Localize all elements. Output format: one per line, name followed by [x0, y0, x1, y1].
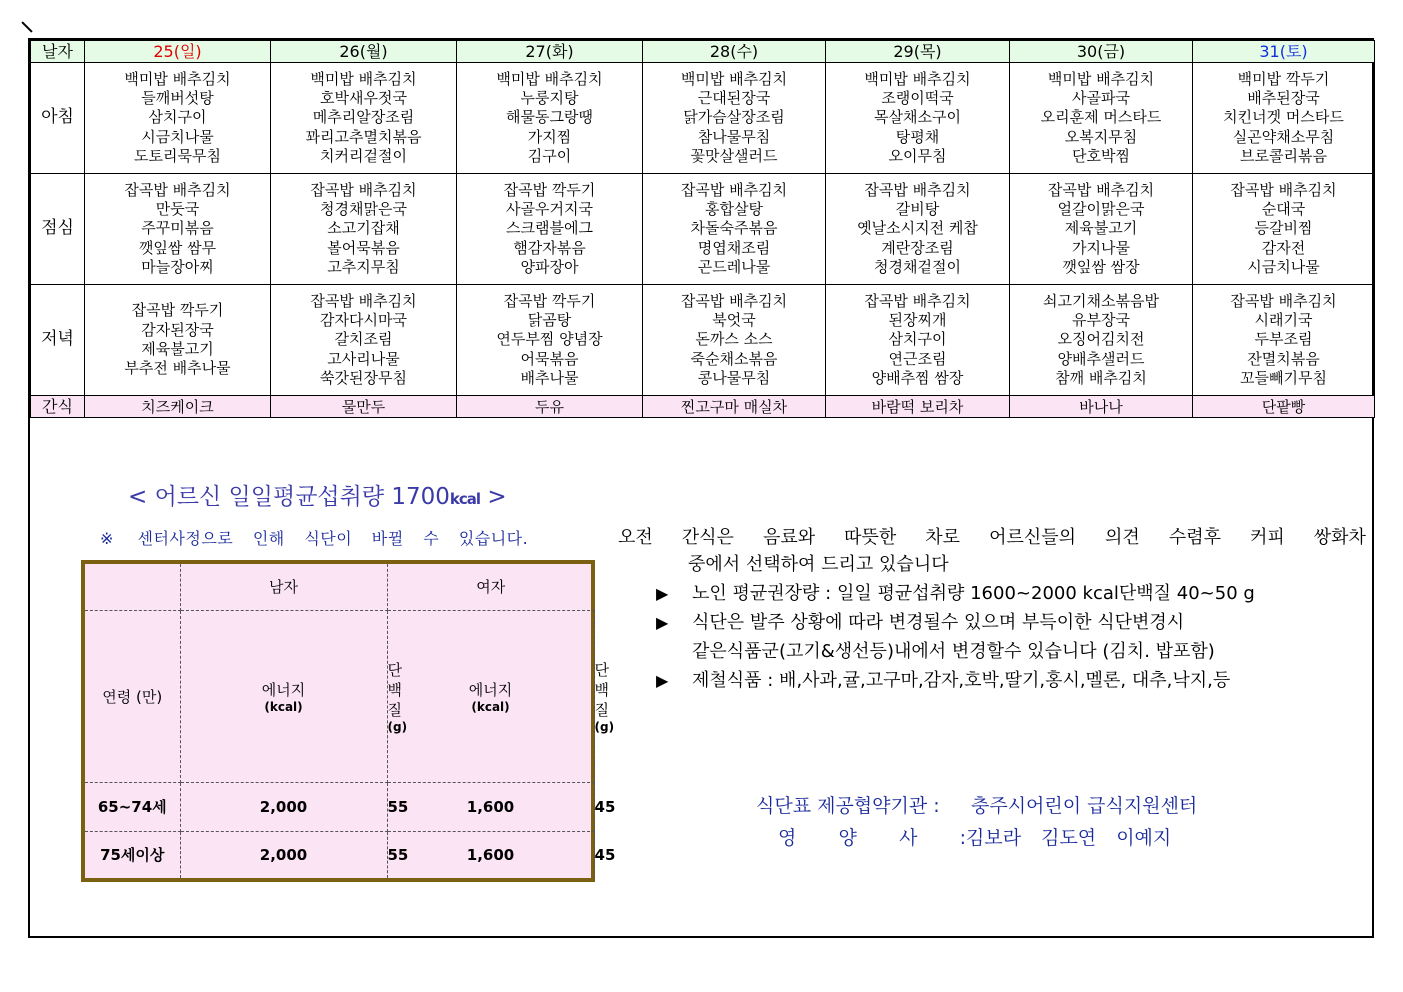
menu-item: 감자전 — [1261, 238, 1306, 257]
arrow-right-icon: ▶ — [656, 584, 669, 603]
nutrition-row-65-74 — [85, 783, 594, 831]
menu-item: 고추지무침 — [327, 257, 400, 276]
menu-item: 백미밥 깍두기 — [1237, 69, 1330, 88]
date-label: 날자 — [31, 41, 85, 63]
meal-label-breakfast: 아침 — [31, 63, 85, 174]
menu-item: 오징어김치전 — [1057, 330, 1145, 349]
menu-item: 꼬들빼기무침 — [1240, 368, 1327, 387]
menu-item: 치커리겉절이 — [320, 146, 407, 165]
lunch-row — [31, 174, 1375, 285]
dietitian-line — [756, 822, 1197, 854]
menu-item: 잡곡밥 깍두기 — [503, 291, 596, 310]
menu-item: 들깨버섯탕 — [141, 89, 214, 108]
female-header: 여자 — [387, 564, 594, 611]
menu-item: 연두부찜 양념장 — [496, 330, 603, 349]
snack-note-word: 오전 — [618, 527, 653, 548]
bullet-text: 식단은 발주 상황에 따라 변경될수 있으며 부득이한 식단변경시 — [692, 612, 1185, 633]
menu-item: 잡곡밥 배추김치 — [310, 291, 417, 310]
energy-unit: (kcal) — [264, 699, 303, 714]
menu-item: 죽순채소볶음 — [690, 349, 778, 368]
menu-item: 잡곡밥 배추김치 — [864, 180, 971, 199]
menu-item: 브로콜리볶음 — [1240, 146, 1327, 165]
snack-note-line-2: 중에서 선택하여 드리고 있습니다 — [688, 554, 949, 575]
menu-item: 사골파국 — [1072, 89, 1130, 108]
arrow-right-icon: ▶ — [656, 671, 669, 690]
snack-note-word: 의견 — [1105, 527, 1140, 548]
nutrition-row-75-plus — [85, 831, 594, 878]
menu-item: 콩나물무침 — [697, 368, 771, 387]
meal-label-lunch: 점심 — [31, 174, 85, 285]
menu-item: 시금치나물 — [141, 127, 214, 146]
notice — [100, 526, 528, 549]
menu-item: 잔멸치볶음 — [1247, 349, 1320, 368]
menu-item: 깻잎쌈 쌈장 — [1062, 257, 1140, 276]
menu-item: 참깨 배추김치 — [1055, 368, 1147, 387]
menu-item: 잡곡밥 배추김치 — [1230, 180, 1337, 199]
menu-cell — [826, 285, 1010, 396]
menu-item: 배추나물 — [520, 368, 579, 387]
snack-note-word: 차로 — [925, 527, 961, 548]
menu-item: 잡곡밥 배추김치 — [1047, 180, 1155, 199]
menu-item: 볼어묵볶음 — [327, 238, 400, 257]
female-energy-header — [387, 611, 594, 783]
menu-item: 마늘장아찌 — [141, 257, 214, 276]
menu-item: 메추리알장조림 — [312, 108, 415, 127]
menu-cell — [643, 285, 826, 396]
info-section — [618, 524, 1368, 694]
menu-item: 실곤약채소무침 — [1232, 127, 1335, 146]
menu-item: 시래기국 — [1254, 311, 1313, 330]
meal-label-snack: 간식 — [31, 396, 85, 418]
male-energy-cell: 2,000 — [180, 831, 387, 878]
menu-item: 삼치구이 — [888, 330, 947, 349]
energy-label: 에너지 — [468, 680, 513, 699]
menu-item: 깻잎쌈 쌈무 — [138, 238, 217, 257]
menu-item: 가지나물 — [1072, 238, 1130, 257]
menu-item: 백미밥 배추김치 — [124, 69, 231, 88]
menu-item: 오복지무침 — [1064, 127, 1138, 146]
menu-item: 두부조림 — [1254, 330, 1313, 349]
day-header-tue: 27(화) — [457, 41, 643, 63]
snack-cell: 찐고구마 매실차 — [643, 396, 826, 418]
menu-item: 계란장조림 — [881, 238, 954, 257]
menu-item: 햄감자볶음 — [513, 238, 586, 257]
female-energy-cell: 1,600 — [387, 783, 594, 831]
menu-item: 꽈리고추멸치볶음 — [305, 127, 422, 146]
menu-item: 소고기잡채 — [327, 219, 400, 238]
snack-row — [31, 396, 1375, 418]
menu-item: 스크램블에그 — [506, 219, 593, 238]
meal-label-dinner: 저녁 — [31, 285, 85, 396]
snack-cell: 두유 — [457, 396, 643, 418]
menu-item: 조랭이떡국 — [881, 89, 954, 108]
weekly-menu-table — [30, 40, 1375, 418]
protein-label: 단백질 — [594, 660, 610, 719]
menu-cell — [85, 174, 271, 285]
menu-item: 잡곡밥 배추김치 — [680, 180, 788, 199]
menu-item: 등갈비찜 — [1254, 219, 1313, 238]
menu-item: 주꾸미볶음 — [141, 219, 214, 238]
intake-unit: kcal — [449, 490, 481, 508]
menu-cell — [1010, 63, 1193, 174]
menu-item: 양배추찜 쌈장 — [871, 368, 964, 387]
menu-item: 부추전 배추나물 — [124, 359, 231, 378]
menu-item: 감자다시마국 — [320, 311, 407, 330]
menu-item: 백미밥 배추김치 — [680, 69, 788, 88]
menu-item: 청경채겉절이 — [874, 257, 961, 276]
menu-item: 치킨너겟 머스타드 — [1223, 108, 1344, 127]
dietitian-char: 영 — [778, 827, 797, 849]
reference-mark-icon: ※ — [100, 529, 114, 548]
menu-item: 북엇국 — [712, 311, 756, 330]
snack-cell: 바람떡 보리차 — [826, 396, 1010, 418]
menu-item: 잡곡밥 배추김치 — [1230, 291, 1337, 310]
menu-item: 어묵볶음 — [520, 349, 579, 368]
menu-cell — [457, 63, 643, 174]
male-header: 남자 — [180, 564, 387, 611]
menu-item: 곤드레나물 — [697, 257, 771, 276]
menu-item: 양배추샐러드 — [1057, 349, 1145, 368]
menu-item: 백미밥 배추김치 — [864, 69, 971, 88]
age-cell: 65~74세 — [85, 783, 180, 831]
date-header-row — [31, 41, 1375, 63]
corner-cell — [85, 564, 180, 611]
snack-note-word: 수렴후 — [1168, 527, 1221, 548]
menu-item: 닭가슴살장조림 — [683, 108, 785, 127]
menu-item: 청경채맑은국 — [320, 200, 407, 219]
energy-unit: (kcal) — [471, 699, 510, 714]
female-energy-cell: 1,600 — [387, 831, 594, 878]
energy-label: 에너지 — [261, 680, 306, 699]
menu-item: 참나물무침 — [697, 127, 771, 146]
notice-text: 센터사정으로 인해 식단이 바뀔 수 있습니다. — [137, 529, 529, 548]
menu-item: 양파장아 — [520, 257, 579, 276]
menu-item: 유부장국 — [1072, 311, 1130, 330]
dietitian-names: 김보라 김도연 이예지 — [966, 827, 1172, 849]
male-energy-header — [180, 611, 387, 783]
day-header-fri: 30(금) — [1010, 41, 1193, 63]
menu-item: 차돌숙주볶음 — [690, 219, 778, 238]
menu-cell — [85, 285, 271, 396]
bullet-continuation: 같은식품군(고기&생선등)내에서 변경할수 있습니다 (김치. 밥포함) — [692, 641, 1215, 662]
snack-note-word: 쌍화차 — [1313, 527, 1366, 548]
age-label: 연령 (만) — [85, 611, 180, 783]
day-header-mon: 26(월) — [271, 41, 457, 63]
intake-title-text: < 어르신 일일평균섭취량 1700 — [128, 484, 450, 510]
menu-cell — [826, 174, 1010, 285]
bullet-text: 제철식품 : 배,사과,귤,고구마,감자,호박,딸기,홍시,멜론, 대추,낙지,등 — [692, 670, 1231, 691]
menu-item: 오리훈제 머스타드 — [1040, 108, 1162, 127]
snack-cell: 단팥빵 — [1193, 396, 1375, 418]
protein-label: 단백질 — [387, 660, 402, 719]
menu-cell — [271, 174, 457, 285]
menu-item: 배추된장국 — [1247, 89, 1320, 108]
menu-cell — [457, 285, 643, 396]
dietitian-colon: : — [959, 827, 966, 849]
menu-item: 쇠고기채소볶음밥 — [1043, 291, 1159, 310]
menu-item: 호박새우젓국 — [320, 89, 407, 108]
menu-item: 갈치조림 — [334, 330, 393, 349]
menu-item: 김구이 — [527, 146, 572, 165]
corner-mark — [21, 21, 32, 32]
menu-item: 해물동그랑땡 — [506, 108, 593, 127]
snack-note-word: 간식은 — [681, 527, 734, 548]
menu-item: 잡곡밥 깍두기 — [503, 180, 596, 199]
intake-title — [128, 478, 507, 511]
menu-item: 누룽지탕 — [520, 89, 579, 108]
menu-item: 사골우거지국 — [506, 200, 593, 219]
male-energy-cell: 2,000 — [180, 783, 387, 831]
menu-cell — [85, 63, 271, 174]
bullet-recommended-intake — [618, 580, 1368, 607]
menu-item: 가지찜 — [527, 127, 572, 146]
menu-item: 된장찌개 — [888, 311, 947, 330]
menu-item: 오이무침 — [888, 146, 947, 165]
menu-cell — [826, 63, 1010, 174]
menu-item: 옛날소시지전 케찹 — [857, 219, 978, 238]
snack-note-word: 커피 — [1249, 527, 1285, 548]
snack-cell: 치즈케이크 — [85, 396, 271, 418]
menu-item: 쑥갓된장무침 — [320, 368, 407, 387]
menu-item: 백미밥 배추김치 — [496, 69, 603, 88]
menu-item: 제육불고기 — [1064, 219, 1138, 238]
bullet-menu-change — [618, 609, 1368, 636]
day-header-thu: 29(목) — [826, 41, 1010, 63]
menu-item: 삼치구이 — [148, 108, 207, 127]
menu-item: 탕평채 — [895, 127, 940, 146]
nutrition-table — [85, 564, 616, 878]
menu-item: 제육불고기 — [141, 340, 214, 358]
menu-cell — [1193, 174, 1375, 285]
day-header-sat: 31(토) — [1193, 41, 1375, 63]
menu-cell — [1010, 174, 1193, 285]
menu-item: 잡곡밥 배추김치 — [680, 291, 788, 310]
dinner-row — [31, 285, 1375, 396]
snack-note-word: 음료와 — [762, 527, 816, 548]
menu-item: 시금치나물 — [1247, 257, 1320, 276]
menu-item: 돈까스 소스 — [695, 330, 773, 349]
menu-cell — [271, 63, 457, 174]
dietitian-char: 양 — [838, 827, 857, 849]
menu-item: 목살채소구이 — [874, 108, 961, 127]
bullet-seasonal-food — [618, 667, 1368, 694]
menu-item: 백미밥 배추김치 — [310, 69, 417, 88]
age-cell: 75세이상 — [85, 831, 180, 878]
menu-cell — [1193, 285, 1375, 396]
menu-cell — [1193, 63, 1375, 174]
menu-cell — [271, 285, 457, 396]
menu-item: 닭곰탕 — [527, 311, 572, 330]
snack-note-line-1 — [618, 524, 1366, 551]
nutrition-subheader-row — [85, 611, 594, 783]
menu-item: 잡곡밥 배추김치 — [864, 291, 971, 310]
menu-cell — [643, 174, 826, 285]
menu-item: 만둣국 — [155, 200, 200, 219]
menu-cell — [1010, 285, 1193, 396]
credits — [756, 790, 1197, 854]
nutrition-header-row — [85, 564, 594, 611]
intake-title-end: > — [480, 484, 507, 510]
bullet-text: 노인 평균권장량 : 일일 평균섭취량 1600~2000 kcal단백질 40~50 g — [692, 583, 1255, 604]
menu-item: 홍합살탕 — [705, 200, 763, 219]
menu-item: 감자된장국 — [141, 320, 214, 339]
provider-label: 식단표 제공협약기관 : — [756, 795, 940, 817]
menu-item: 명엽채조림 — [697, 238, 771, 257]
menu-item: 잡곡밥 깍두기 — [131, 301, 224, 320]
menu-item: 근대된장국 — [697, 89, 771, 108]
snack-note — [618, 524, 1368, 578]
menu-item: 갈비탕 — [895, 200, 940, 219]
menu-item: 고사리나물 — [327, 349, 400, 368]
dietitian-char: 사 — [899, 827, 918, 849]
nutrition-table-box — [81, 560, 616, 882]
breakfast-row — [31, 63, 1375, 174]
provider-name: 충주시어린이 급식지원센터 — [971, 795, 1198, 817]
snack-cell: 바나나 — [1010, 396, 1193, 418]
menu-item: 도토리묵무침 — [134, 146, 221, 165]
menu-item: 연근조림 — [888, 349, 947, 368]
snack-cell: 물만두 — [271, 396, 457, 418]
snack-note-word: 따뜻한 — [844, 527, 897, 548]
menu-item: 잡곡밥 배추김치 — [310, 180, 417, 199]
menu-cell — [457, 174, 643, 285]
menu-item: 단호박찜 — [1072, 146, 1130, 165]
menu-item: 꽃맛살샐러드 — [690, 146, 778, 165]
menu-cell — [643, 63, 826, 174]
day-header-wed: 28(수) — [643, 41, 826, 63]
day-header-sun: 25(일) — [85, 41, 271, 63]
menu-item: 백미밥 배추김치 — [1047, 69, 1155, 88]
menu-item: 얼갈이맑은국 — [1057, 200, 1145, 219]
dietitian-label — [756, 822, 966, 854]
menu-item: 순대국 — [1261, 200, 1306, 219]
snack-note-word: 어르신들의 — [989, 527, 1077, 548]
menu-item: 잡곡밥 배추김치 — [124, 180, 231, 199]
provider-line — [756, 790, 1197, 822]
arrow-right-icon: ▶ — [656, 613, 669, 632]
